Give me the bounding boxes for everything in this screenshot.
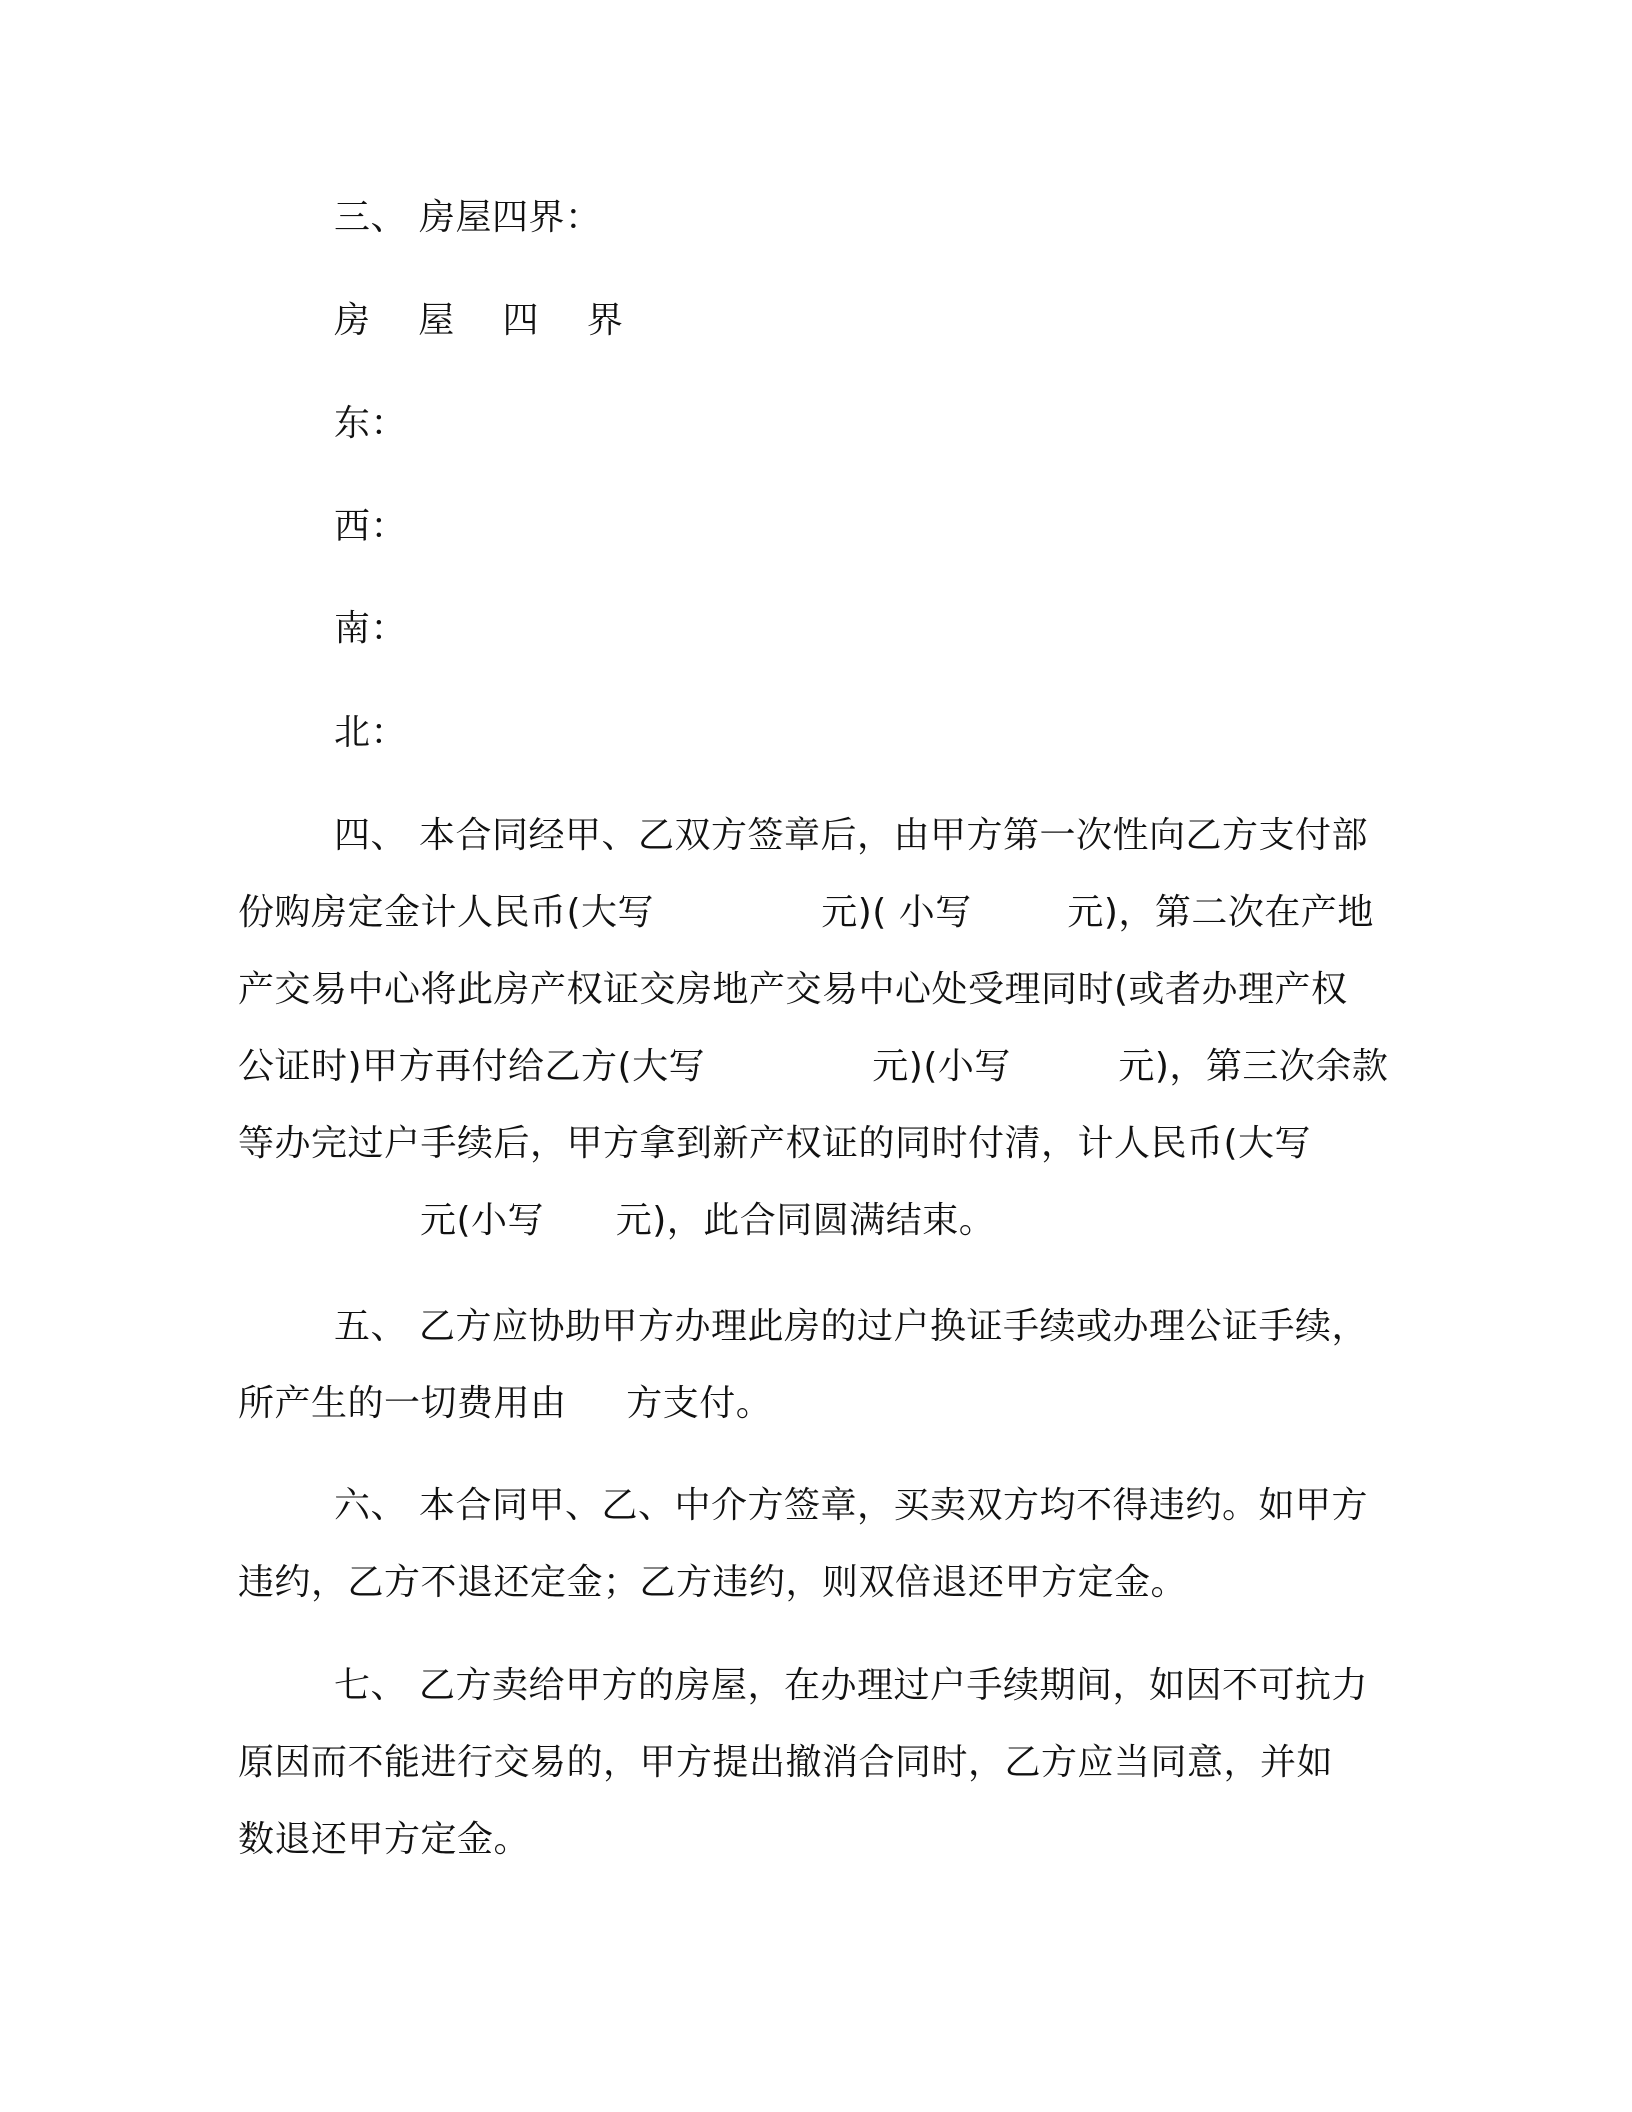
boundary-south: 南： xyxy=(334,608,408,649)
section6-line1: 六、 本合同甲、乙、中介方签章，买卖双方均不得违约。如甲方 xyxy=(334,1485,1368,1526)
section5-line2: 所产生的一切费用由 方支付。 xyxy=(238,1383,773,1424)
section4-line3: 产交易中心将此房产权证交房地产交易中心处受理同时(或者办理产权 xyxy=(238,969,1348,1010)
boundary-north: 北： xyxy=(334,712,408,753)
section7-line2: 原因而不能进行交易的，甲方提出撤消合同时，乙方应当同意，并如 xyxy=(238,1742,1334,1783)
section5-line1: 五、 乙方应协助甲方办理此房的过户换证手续或办理公证手续， xyxy=(334,1306,1368,1347)
section4-line1: 四、 本合同经甲、乙双方签章后，由甲方第一次性向乙方支付部 xyxy=(334,815,1368,856)
section3-heading: 三、 房屋四界： xyxy=(334,197,602,238)
section7-line3: 数退还甲方定金。 xyxy=(238,1819,531,1860)
section7-line1: 七、 乙方卖给甲方的房屋，在办理过户手续期间，如因不可抗力 xyxy=(334,1665,1368,1706)
section6-line2: 违约，乙方不退还定金；乙方违约，则双倍退还甲方定金。 xyxy=(238,1562,1188,1603)
section4-line6: 元(小写 元)，此合同圆满结束。 xyxy=(420,1200,996,1241)
boundary-west: 西： xyxy=(334,506,408,547)
section4-line2: 份购房定金计人民币(大写 元)( 小写 元)，第二次在产地 xyxy=(238,892,1374,933)
boundary-east: 东： xyxy=(334,403,408,444)
section4-line5: 等办完过户手续后，甲方拿到新产权证的同时付清，计人民币(大写 xyxy=(238,1123,1312,1164)
section4-line4: 公证时)甲方再付给乙方(大写 元)(小写 元)，第三次余款 xyxy=(238,1046,1389,1087)
section3-subheading: 房 屋 四 界 xyxy=(334,300,624,341)
